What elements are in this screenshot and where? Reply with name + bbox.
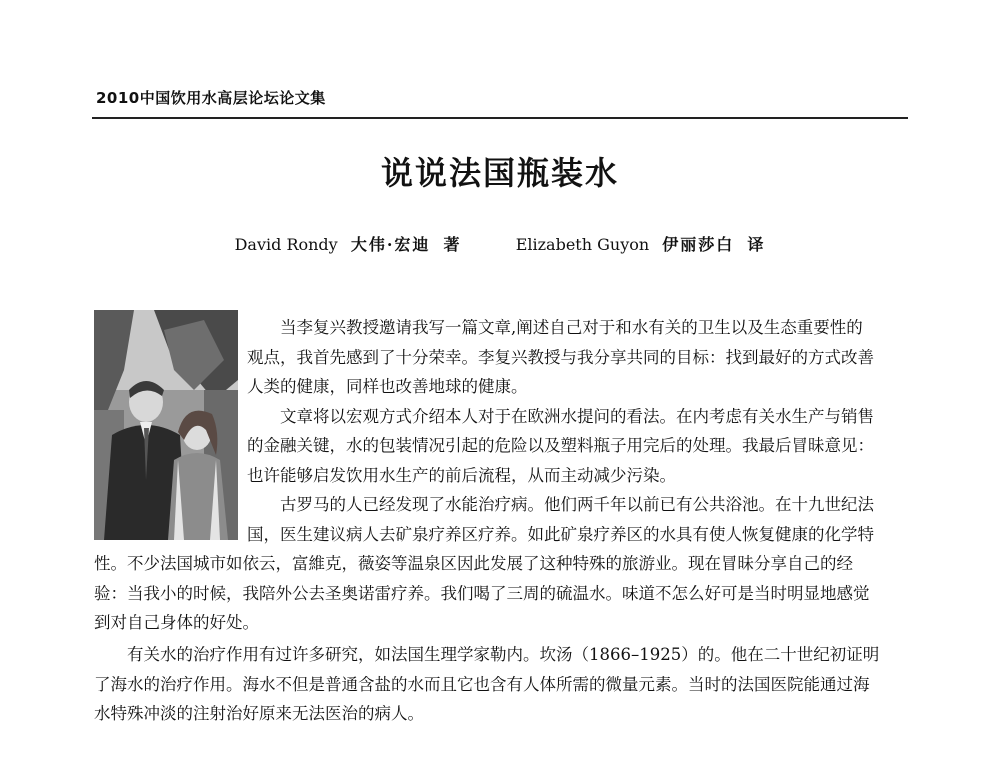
translator-name-cn: 伊丽莎白 — [662, 235, 735, 254]
text-line: 观点，我首先感到了十分荣幸。李复兴教授与我分享共同的目标：找到最好的方式改善 — [247, 347, 874, 367]
text-line: 国，医生建议病人去矿泉疗养区疗养。如此矿泉疗养区的水具有使人恢复健康的化学特 — [247, 524, 874, 544]
running-head: 2010中国饮用水高层论坛论文集 — [96, 89, 326, 107]
paragraph-intro-block — [247, 313, 911, 549]
translator-role: 译 — [747, 235, 766, 254]
text-line: 有关水的治疗作用有过许多研究，如法国生理学家勒内。坎汤（1866–1925）的。他在二十世纪初证明 — [94, 645, 880, 664]
header-rule — [92, 117, 908, 119]
paragraph-full-width — [94, 549, 911, 638]
text-line: 到对自己身体的好处。 — [94, 613, 259, 632]
author-name-cn: 大伟·宏迪 — [350, 235, 431, 254]
text-line: 验：当我小的时候，我陪外公去圣奥诺雷疗养。我们喝了三周的硫温水。味道不怎么好可是当时明显地感觉 — [94, 583, 870, 603]
author-line — [0, 232, 1000, 255]
author-name-en: David Rondy — [234, 235, 338, 254]
translator-name-en: Elizabeth Guyon — [515, 235, 650, 254]
text-line: 也许能够启发饮用水生产的前后流程，从而主动减少污染。 — [247, 465, 676, 485]
author-role: 著 — [443, 235, 462, 254]
text-line: 性。不少法国城市如依云，富維克，薇姿等温泉区因此发展了这种特殊的旅游业。现在冒昧分享自己的经 — [94, 554, 853, 573]
paragraph-therapy — [94, 640, 911, 729]
author-photo — [94, 310, 238, 540]
text-line: 的金融关键，水的包装情况引起的危险以及塑料瓶子用完后的处理。我最后冒昧意见： — [247, 436, 874, 455]
article-title: 说说法国瓶装水 — [380, 154, 619, 192]
text-line: 文章将以宏观方式介绍本人对于在欧洲水提问的看法。在内考虑有关水生产与销售 — [247, 406, 874, 426]
text-line: 古罗马的人已经发现了水能治疗病。他们两千年以前已有公共浴池。在十九世纪法 — [247, 495, 874, 514]
text-line: 当李复兴教授邀请我写一篇文章,阐述自己对于和水有关的卫生以及生态重要性的 — [247, 318, 863, 337]
text-line: 水特殊冲淡的注射治好原来无法医治的病人。 — [94, 704, 424, 723]
text-line: 了海水的治疗作用。海水不但是普通含盐的水而且它也含有人体所需的微量元素。当时的法国医院能通过海 — [94, 674, 870, 694]
text-line: 人类的健康，同样也改善地球的健康。 — [247, 377, 528, 396]
